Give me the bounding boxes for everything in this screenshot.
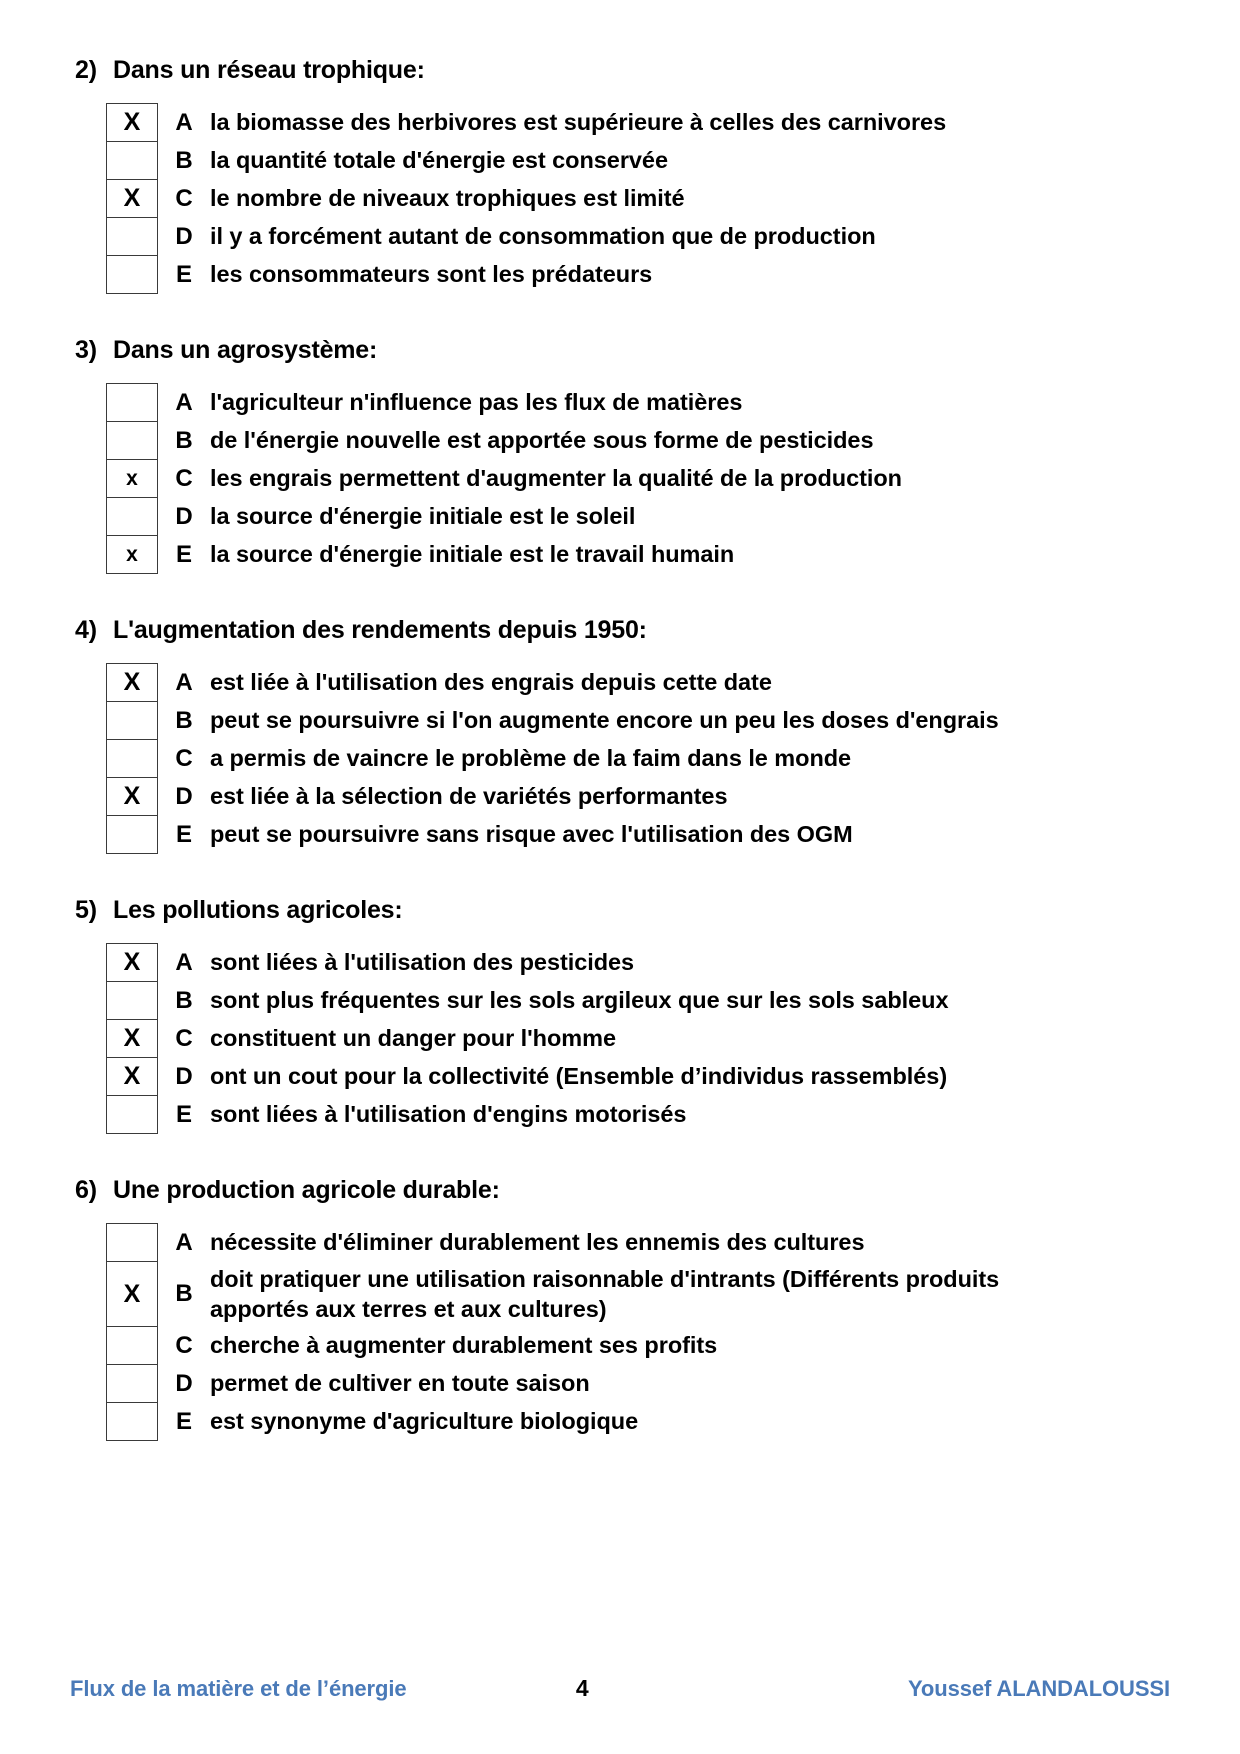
checkbox-mark: X [123, 1024, 141, 1052]
option-checkbox[interactable] [106, 1364, 158, 1403]
question-number: 5) [75, 896, 97, 924]
option-row[interactable] [106, 459, 1170, 498]
option-checkbox[interactable] [106, 1326, 158, 1365]
option-letter: B [175, 426, 193, 454]
question-number: 6) [75, 1176, 97, 1204]
option-row[interactable] [106, 701, 1170, 740]
option-row[interactable] [106, 1057, 1170, 1096]
checkbox-mark: X [123, 782, 141, 810]
question-number: 3) [75, 336, 97, 364]
option-letter: B [175, 706, 193, 734]
option-letter: C [175, 1024, 193, 1052]
question-header [75, 56, 1170, 85]
option-letter: E [175, 820, 192, 848]
option-letter: C [175, 1331, 193, 1359]
option-letter: B [175, 1280, 193, 1307]
option-letter: D [175, 1062, 193, 1090]
option-checkbox[interactable] [106, 1261, 158, 1327]
option-list [106, 1223, 1170, 1441]
option-letter: D [175, 1369, 193, 1397]
option-letter: C [175, 744, 193, 772]
option-row[interactable] [106, 1364, 1170, 1403]
question-number: 4) [75, 616, 97, 644]
spacer [70, 574, 1170, 616]
option-checkbox[interactable] [106, 421, 158, 460]
option-row[interactable] [106, 1402, 1170, 1441]
option-text [200, 1261, 1170, 1327]
option-row[interactable] [106, 1095, 1170, 1134]
question-title: Dans un réseau trophique: [113, 56, 425, 84]
checkbox-mark: x [126, 543, 138, 566]
option-text: les consommateurs sont les prédateurs [210, 261, 653, 288]
option-row[interactable] [106, 739, 1170, 778]
page-footer [70, 1675, 1170, 1702]
option-text: la biomasse des herbivores est supérieure à celles des carnivores [210, 109, 947, 136]
option-row[interactable] [106, 103, 1170, 142]
option-text: la source d'énergie initiale est le soleil [210, 503, 636, 530]
option-row[interactable] [106, 1261, 1170, 1327]
option-text: permet de cultiver en toute saison [210, 1370, 590, 1397]
option-checkbox[interactable] [106, 459, 158, 498]
option-checkbox[interactable] [106, 815, 158, 854]
option-text: peut se poursuivre sans risque avec l'utilisation des OGM [210, 821, 853, 848]
option-row[interactable] [106, 1019, 1170, 1058]
option-text: nécessite d'éliminer durablement les ennemis des cultures [210, 1229, 865, 1256]
option-text: le nombre de niveaux trophiques est limité [210, 185, 685, 212]
option-row[interactable] [106, 943, 1170, 982]
option-list [106, 103, 1170, 294]
option-checkbox[interactable] [106, 141, 158, 180]
option-letter: E [175, 260, 192, 288]
option-text: les engrais permettent d'augmenter la qualité de la production [210, 465, 902, 492]
option-row[interactable] [106, 981, 1170, 1020]
question-header [75, 1176, 1170, 1205]
checkbox-mark: X [123, 1062, 141, 1090]
option-checkbox[interactable] [106, 497, 158, 536]
option-letter: B [175, 986, 193, 1014]
option-text: est liée à l'utilisation des engrais depuis cette date [210, 669, 772, 696]
question-title: Une production agricole durable: [113, 1176, 500, 1204]
option-checkbox[interactable] [106, 1019, 158, 1058]
question-block-3 [70, 336, 1170, 574]
question-header [75, 336, 1170, 365]
spacer [70, 294, 1170, 336]
option-text: sont liées à l'utilisation des pesticides [210, 949, 635, 976]
option-text: est liée à la sélection de variétés performantes [210, 783, 728, 810]
question-title: Dans un agrosystème: [113, 336, 378, 364]
option-row[interactable] [106, 1223, 1170, 1262]
option-letter: A [175, 1228, 193, 1256]
option-letter: E [175, 540, 192, 568]
question-block-6 [70, 1176, 1170, 1441]
option-row[interactable] [106, 217, 1170, 256]
option-text: ont un cout pour la collectivité (Ensemble d’individus rassemblés) [210, 1063, 948, 1090]
option-list [106, 383, 1170, 574]
option-text-line1: doit pratiquer une utilisation raisonnable d'intrants (Différents produits [210, 1265, 1000, 1292]
question-number: 2) [75, 56, 97, 84]
checkbox-mark: x [126, 467, 138, 490]
option-row[interactable] [106, 535, 1170, 574]
option-text: de l'énergie nouvelle est apportée sous forme de pesticides [210, 427, 874, 454]
option-checkbox[interactable] [106, 1223, 158, 1262]
checkbox-mark: X [123, 948, 141, 976]
option-text: sont liées à l'utilisation d'engins motorisés [210, 1101, 687, 1128]
question-title: L'augmentation des rendements depuis 1950: [113, 616, 647, 644]
checkbox-mark: X [123, 184, 141, 212]
option-checkbox[interactable] [106, 981, 158, 1020]
option-row[interactable] [106, 1326, 1170, 1365]
option-letter: B [175, 146, 193, 174]
option-row[interactable] [106, 383, 1170, 422]
option-row[interactable] [106, 255, 1170, 294]
option-row[interactable] [106, 421, 1170, 460]
question-title: Les pollutions agricoles: [113, 896, 403, 924]
question-block-4 [70, 616, 1170, 854]
option-row[interactable] [106, 815, 1170, 854]
spacer [70, 1134, 1170, 1176]
option-row[interactable] [106, 141, 1170, 180]
option-row[interactable] [106, 663, 1170, 702]
option-letter: C [175, 464, 193, 492]
checkbox-mark: X [123, 668, 141, 696]
footer-author: Youssef ALANDALOUSSI [907, 1675, 1170, 1701]
option-text: il y a forcément autant de consommation que de production [210, 223, 876, 250]
option-checkbox[interactable] [106, 1095, 158, 1134]
option-row[interactable] [106, 497, 1170, 536]
option-letter: D [175, 782, 193, 810]
option-row[interactable] [106, 777, 1170, 816]
option-letter: E [175, 1407, 192, 1435]
question-block-2 [70, 56, 1170, 294]
option-text: la source d'énergie initiale est le travail humain [210, 541, 735, 568]
option-text: sont plus fréquentes sur les sols argileux que sur les sols sableux [210, 987, 949, 1014]
question-header [75, 616, 1170, 645]
option-checkbox[interactable] [106, 179, 158, 218]
option-text: peut se poursuivre si l'on augmente encore un peu les doses d'engrais [210, 707, 999, 734]
checkbox-mark: X [123, 1279, 141, 1308]
option-letter: D [175, 502, 193, 530]
option-checkbox[interactable] [106, 535, 158, 574]
option-letter: A [175, 668, 193, 696]
option-text: cherche à augmenter durablement ses profits [210, 1332, 718, 1359]
option-letter: A [175, 108, 193, 136]
option-checkbox[interactable] [106, 1057, 158, 1096]
option-checkbox[interactable] [106, 943, 158, 982]
option-letter: E [175, 1100, 192, 1128]
checkbox-mark: X [123, 108, 141, 136]
option-checkbox[interactable] [106, 255, 158, 294]
option-letter: C [175, 184, 193, 212]
option-text: constituent un danger pour l'homme [210, 1025, 617, 1052]
option-text: l'agriculteur n'influence pas les flux de matières [210, 389, 743, 416]
option-checkbox[interactable] [106, 1402, 158, 1441]
option-text: est synonyme d'agriculture biologique [210, 1408, 639, 1435]
question-header [75, 896, 1170, 925]
option-letter: A [175, 388, 193, 416]
option-list [106, 663, 1170, 854]
option-list [106, 943, 1170, 1134]
option-checkbox[interactable] [106, 777, 158, 816]
option-letter: A [175, 948, 193, 976]
option-text-line2: apportés aux terres et aux cultures) [210, 1296, 607, 1322]
option-checkbox[interactable] [106, 739, 158, 778]
option-text: la quantité totale d'énergie est conservée [210, 147, 668, 174]
question-block-5 [70, 896, 1170, 1134]
option-row[interactable] [106, 179, 1170, 218]
option-checkbox[interactable] [106, 663, 158, 702]
footer-page-number: 4 [575, 1675, 589, 1701]
option-letter: D [175, 222, 193, 250]
option-text: a permis de vaincre le problème de la faim dans le monde [210, 745, 852, 772]
option-checkbox[interactable] [106, 383, 158, 422]
spacer [70, 854, 1170, 896]
option-checkbox[interactable] [106, 217, 158, 256]
option-checkbox[interactable] [106, 701, 158, 740]
option-checkbox[interactable] [106, 103, 158, 142]
footer-document-title: Flux de la matière et de l’énergie [70, 1675, 407, 1701]
